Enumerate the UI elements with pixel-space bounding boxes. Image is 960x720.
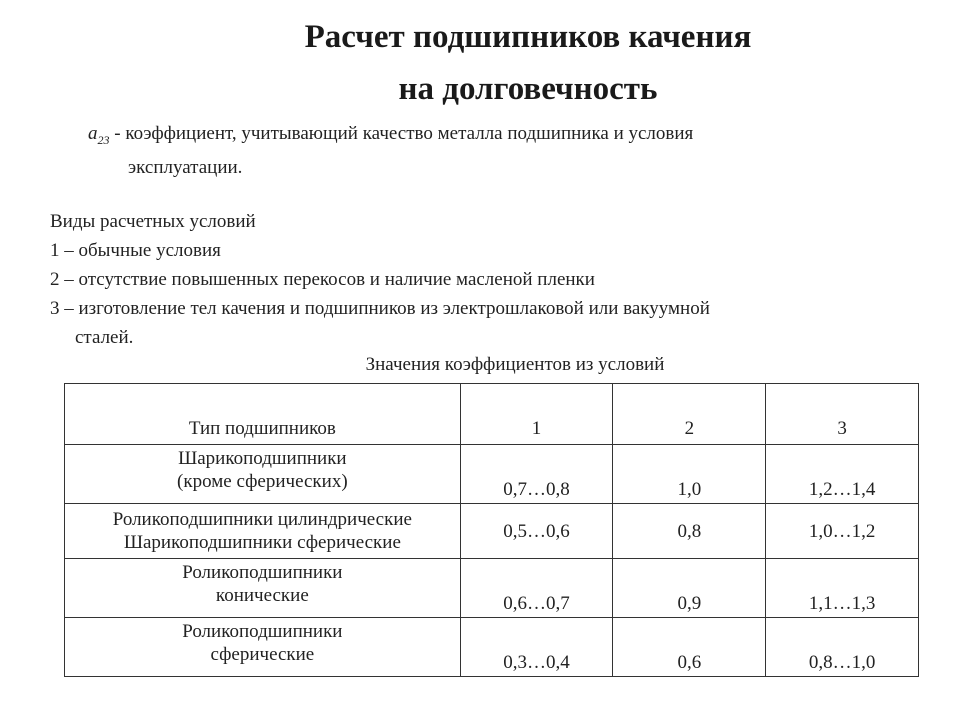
value-cell: 0,6…0,7 — [460, 559, 613, 618]
table-caption: Значения коэффициентов из условий — [365, 354, 665, 375]
coefficient-subscript: 23 — [97, 132, 110, 147]
conditions-heading: Виды расчетных условий — [50, 211, 256, 232]
condition-item-3: 3 – изготовление тел качения и подшипников из электрошлаковой или вакуумной — [50, 298, 710, 319]
table-header-row — [65, 384, 919, 445]
value-cell: 1,2…1,4 — [766, 445, 919, 504]
table-row — [65, 445, 919, 504]
header-condition-3: 3 — [766, 384, 919, 445]
value-cell: 1,1…1,3 — [766, 559, 919, 618]
table-row — [65, 618, 919, 677]
header-condition-1: 1 — [460, 384, 613, 445]
table-row — [65, 559, 919, 618]
bearing-type-cell: Роликоподшипники сферические — [65, 618, 461, 677]
value-cell: 0,9 — [613, 559, 766, 618]
coefficient-symbol: $a_{23}$ — [88, 123, 110, 147]
condition-item-3-continuation: сталей. — [75, 327, 134, 348]
page-title-line-1: Расчет подшипников качения — [304, 19, 752, 55]
coefficient-definition — [88, 120, 888, 182]
page-title-line-2: на долговечность — [398, 71, 658, 107]
condition-item-1: 1 – обычные условия — [50, 240, 221, 261]
value-cell: 1,0 — [613, 445, 766, 504]
coefficient-text-line-1: - коэффициент, учитывающий качество металла подшипника и условия — [109, 123, 694, 144]
conditions-list — [50, 207, 910, 352]
bearing-type-cell: Роликоподшипники цилиндрические Шарикоподшипники сферические — [65, 504, 461, 559]
value-cell: 0,8 — [613, 504, 766, 559]
value-cell: 1,0…1,2 — [766, 504, 919, 559]
value-cell: 0,8…1,0 — [766, 618, 919, 677]
condition-item-2: 2 – отсутствие повышенных перекосов и наличие масленой пленки — [50, 269, 595, 290]
bearing-type-cell: Роликоподшипники конические — [65, 559, 461, 618]
coefficient-table — [64, 383, 919, 677]
bearing-type-cell: Шарикоподшипники (кроме сферических) — [65, 445, 461, 504]
value-cell: 0,3…0,4 — [460, 618, 613, 677]
value-cell: 0,6 — [613, 618, 766, 677]
coefficient-text-line-2: эксплуатации. — [128, 156, 243, 178]
value-cell: 0,5…0,6 — [460, 504, 613, 559]
header-condition-2: 2 — [613, 384, 766, 445]
table-row — [65, 504, 919, 559]
value-cell: 0,7…0,8 — [460, 445, 613, 504]
header-bearing-type: Тип подшипников — [65, 384, 461, 445]
